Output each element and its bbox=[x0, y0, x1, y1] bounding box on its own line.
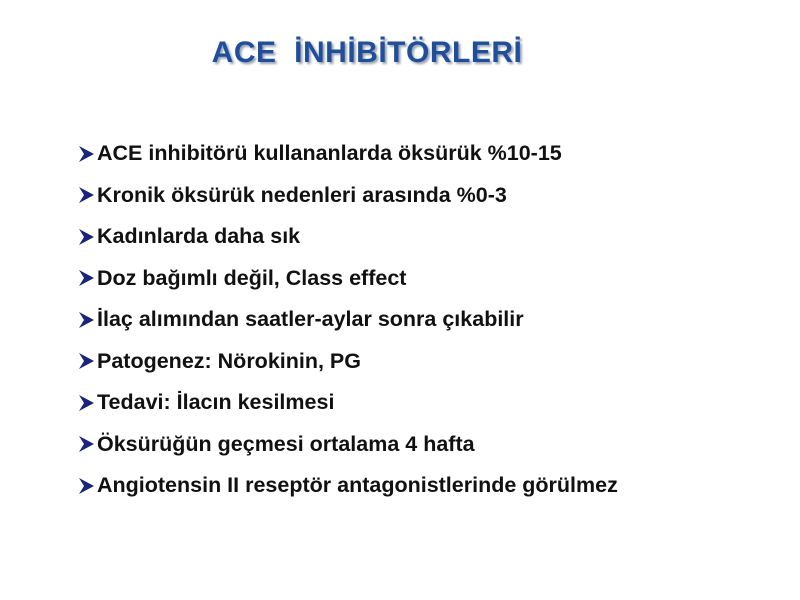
arrowhead-bullet-icon bbox=[76, 351, 96, 371]
bullet-text: Kronik öksürük nedenleri arasında %0-3 bbox=[97, 182, 507, 207]
arrowhead-bullet-icon bbox=[76, 434, 96, 454]
bullet-item bbox=[76, 258, 618, 300]
bullet-text: Angiotensin II reseptör antagonistlerinde görülmez bbox=[97, 473, 618, 497]
bullet-text: Doz bağımlı değil, Class effect bbox=[97, 265, 407, 290]
bullet-text: Kadınlarda daha sık bbox=[97, 224, 301, 248]
arrowhead-bullet-icon bbox=[76, 144, 96, 164]
bullet-text: Tedavi: İlacın kesilmesi bbox=[97, 390, 335, 414]
bullet-text: ACE inhibitörü kullananlarda öksürük %10-15 bbox=[97, 141, 562, 165]
bullet-item bbox=[76, 133, 618, 175]
bullet-item bbox=[76, 382, 618, 424]
bullet-list bbox=[76, 133, 618, 507]
bullet-item bbox=[76, 299, 618, 341]
slide-title: ACE İNHİBİTÖRLERİ bbox=[211, 36, 523, 69]
bullet-item bbox=[76, 424, 618, 466]
bullet-text: Öksürüğün geçmesi ortalama 4 hafta bbox=[97, 431, 475, 456]
arrowhead-bullet-icon bbox=[76, 268, 96, 288]
arrowhead-bullet-icon bbox=[76, 310, 96, 330]
arrowhead-bullet-icon bbox=[76, 185, 96, 205]
bullet-text: Patogenez: Nörokinin, PG bbox=[97, 348, 361, 373]
bullet-item bbox=[76, 465, 618, 507]
arrowhead-bullet-icon bbox=[76, 476, 96, 496]
arrowhead-bullet-icon bbox=[76, 227, 96, 247]
arrowhead-bullet-icon bbox=[76, 393, 96, 413]
bullet-item bbox=[76, 341, 618, 383]
bullet-item bbox=[76, 216, 618, 258]
bullet-text: İlaç alımından saatler-aylar sonra çıkabilir bbox=[97, 307, 524, 331]
bullet-item bbox=[76, 175, 618, 217]
